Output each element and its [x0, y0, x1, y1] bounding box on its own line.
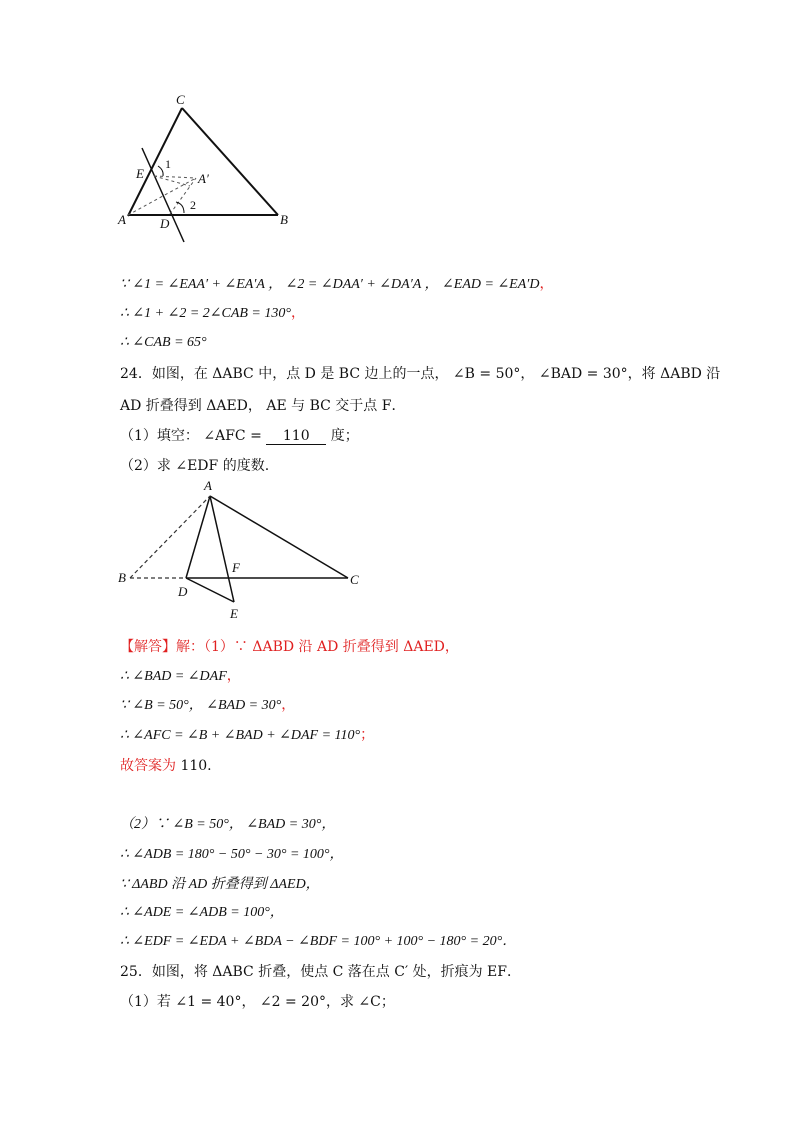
- solution-line-4-text: ∴ ∠AFC = ∠B + ∠BAD + ∠DAF = 110°: [120, 728, 361, 743]
- solution-answer-prefix: 故答案为: [120, 758, 176, 774]
- solution-line-2-tail: ，: [226, 668, 241, 684]
- label-d: D: [160, 216, 170, 231]
- angle-1-arc: [158, 166, 163, 176]
- solution-answer-value: 110.: [176, 758, 212, 774]
- reason-line-2: [120, 303, 305, 324]
- part2-line-3: ∵ ΔABD 沿 AD 折叠得到 ΔAED，: [120, 877, 320, 892]
- label-e: E: [136, 166, 144, 181]
- edge-ae: [210, 496, 234, 602]
- label-two: 2: [190, 198, 196, 212]
- solution-line-1: [120, 637, 459, 657]
- solution-line-4-tail: ；: [360, 727, 375, 743]
- solution-line-2-text: ∴ ∠BAD = ∠DAF: [120, 669, 227, 684]
- q24-line-1: 24．如图，在 ΔABC 中，点 D 是 BC 边上的一点， ∠B = 50°， ∠BAD = 30°，将 ΔABD 沿: [120, 366, 721, 382]
- solution-line-5: [120, 756, 212, 776]
- figure-1-triangle: [110, 90, 310, 250]
- label-b: B: [280, 212, 288, 227]
- reason-line-3-text: ∴ ∠CAB = 65°: [120, 335, 207, 350]
- solution-line-1-text: 解：（1）∵ ΔABD 沿 AD 折叠得到 ΔAED，: [176, 639, 459, 655]
- reason-line-2-tail: ，: [290, 305, 305, 321]
- q25-line-1: 25．如图，将 ΔABC 折叠，使点 C 落在点 C′ 处，折痕为 EF．: [120, 964, 521, 980]
- edge-ad: [186, 496, 210, 578]
- label-f: F: [232, 560, 240, 575]
- solution-tag: 【解答】: [120, 639, 176, 655]
- label-a: A: [118, 212, 126, 227]
- label-e-2: E: [230, 606, 238, 621]
- part2-line-1: （2）∵ ∠B = 50°， ∠BAD = 30°，: [120, 817, 336, 832]
- reason-line-2-text: ∴ ∠1 + ∠2 = 2∠CAB = 130°: [120, 306, 291, 321]
- label-a-prime: A′: [198, 171, 209, 186]
- solution-line-2: [120, 666, 241, 687]
- reason-line-1-tail: ，: [539, 276, 554, 292]
- reason-line-3: [120, 332, 207, 353]
- part2-line-2: ∴ ∠ADB = 180° − 50° − 30° = 100°，: [120, 847, 344, 862]
- edge-ac-2: [210, 496, 348, 578]
- q24-part-1: [120, 426, 359, 446]
- label-b-2: B: [118, 570, 126, 585]
- part2-line-4: ∴ ∠ADE = ∠ADB = 100°，: [120, 905, 284, 920]
- solution-line-3: [120, 695, 295, 716]
- solution-line-3-tail: ，: [281, 697, 296, 713]
- solution-line-3-text: ∵ ∠B = 50°， ∠BAD = 30°: [120, 698, 282, 713]
- figure-2-triangle: [112, 478, 372, 623]
- q24-answer-blank: 110: [266, 428, 326, 445]
- edge-cb: [182, 108, 278, 215]
- label-a-2: A: [204, 478, 212, 493]
- q24-part-1-suffix: 度；: [326, 428, 359, 444]
- label-one: 1: [165, 157, 171, 171]
- solution-line-4: [120, 725, 374, 746]
- label-c: C: [176, 92, 185, 107]
- q24-line-2: AD 折叠得到 ΔAED， AE 与 BC 交于点 F．: [120, 398, 406, 414]
- reason-line-1-text: ∵ ∠1 = ∠EAA′ + ∠EA′A ， ∠2 = ∠DAA′ + ∠DA′A ， ∠EAD = ∠EA′D: [120, 277, 540, 292]
- edge-de: [186, 578, 234, 602]
- reason-line-1: [120, 274, 553, 295]
- label-d-2: D: [178, 584, 188, 599]
- part2-line-5: ∴ ∠EDF = ∠EDA + ∠BDA − ∠BDF = 100° + 100° − 180° = 20°．: [120, 934, 517, 949]
- label-c-2: C: [350, 572, 359, 587]
- q25-line-2: （1）若 ∠1 = 40°， ∠2 = 20°，求 ∠C；: [120, 994, 395, 1010]
- q24-part-1-prefix: （1）填空： ∠AFC =: [120, 428, 267, 444]
- q24-part-2: （2）求 ∠EDF 的度数.: [120, 458, 270, 474]
